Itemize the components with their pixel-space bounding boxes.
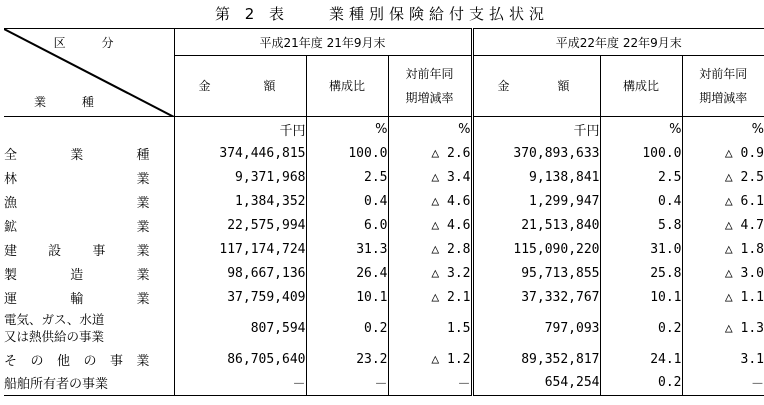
unit-amount-1: 千円 xyxy=(174,117,306,142)
p1-amount-cell: 374,446,815 xyxy=(174,141,306,165)
table-row xyxy=(4,309,764,347)
row-label: 林 業 xyxy=(4,171,150,187)
p1-change-cell: △ 2.1 xyxy=(388,285,472,309)
p2-amount-cell: 1,299,947 xyxy=(472,189,600,213)
p2-amount-cell: 21,513,840 xyxy=(472,213,600,237)
p1-ratio-cell: 10.1 xyxy=(306,285,388,309)
p2-change-cell: △ 1.1 xyxy=(682,285,764,309)
p1-change-cell: － xyxy=(388,371,472,395)
amount-header-1: 金 額 xyxy=(174,56,306,117)
row-label: 全 業 種 xyxy=(4,147,150,163)
p1-amount-cell: 117,174,724 xyxy=(174,237,306,261)
p1-ratio-cell: 6.0 xyxy=(306,213,388,237)
p1-ratio-cell: 23.2 xyxy=(306,347,388,371)
unit-row xyxy=(4,117,764,142)
p1-change-cell: △ 1.2 xyxy=(388,347,472,371)
table-body xyxy=(4,141,764,395)
table-row xyxy=(4,165,764,189)
p2-change-cell: △ 2.5 xyxy=(682,165,764,189)
change-header-1: 対前年同 期増減率 xyxy=(388,56,472,117)
table-row xyxy=(4,285,764,309)
p2-change-cell: △ 4.7 xyxy=(682,213,764,237)
p2-ratio-cell: 100.0 xyxy=(600,141,682,165)
row-label: 建 設 事 業 xyxy=(4,243,150,259)
row-label: そ の 他 の 事 業 xyxy=(4,353,150,369)
p1-change-cell: 1.5 xyxy=(388,309,472,347)
p1-amount-cell: 86,705,640 xyxy=(174,347,306,371)
p1-change-cell: △ 2.6 xyxy=(388,141,472,165)
p2-change-cell: △ 1.3 xyxy=(682,309,764,347)
p1-amount-cell: 22,575,994 xyxy=(174,213,306,237)
kubun-label: 区 分 xyxy=(53,36,130,50)
p1-change-cell: △ 3.4 xyxy=(388,165,472,189)
row-label: 電気、ガス、水道 又は熱供給の事業 xyxy=(4,312,105,344)
p2-amount-cell: 89,352,817 xyxy=(472,347,600,371)
table-row xyxy=(4,347,764,371)
unit-ratio-1: % xyxy=(306,117,388,142)
p1-ratio-cell: 26.4 xyxy=(306,261,388,285)
unit-change-1: % xyxy=(388,117,472,142)
p1-change-cell: △ 2.8 xyxy=(388,237,472,261)
unit-ratio-2: % xyxy=(600,117,682,142)
p1-ratio-cell: 0.2 xyxy=(306,309,388,347)
p2-amount-cell: 95,713,855 xyxy=(472,261,600,285)
p2-change-cell: △ 3.0 xyxy=(682,261,764,285)
p2-change-cell: △ 6.1 xyxy=(682,189,764,213)
p2-ratio-cell: 2.5 xyxy=(600,165,682,189)
p1-ratio-cell: 2.5 xyxy=(306,165,388,189)
p2-amount-cell: 115,090,220 xyxy=(472,237,600,261)
p2-amount-cell: 797,093 xyxy=(472,309,600,347)
row-label: 船舶所有者の事業 xyxy=(4,371,174,395)
insurance-payment-table xyxy=(4,28,764,396)
p2-amount-cell: 9,138,841 xyxy=(472,165,600,189)
p2-ratio-cell: 0.2 xyxy=(600,371,682,395)
p1-amount-cell: 807,594 xyxy=(174,309,306,347)
p2-ratio-cell: 25.8 xyxy=(600,261,682,285)
p1-amount-cell: 1,384,352 xyxy=(174,189,306,213)
p1-change-cell: △ 4.6 xyxy=(388,213,472,237)
ratio-header-2: 構成比 xyxy=(600,56,682,117)
row-label: 運 輸 業 xyxy=(4,291,150,307)
row-label: 漁 業 xyxy=(4,195,150,211)
unit-change-2: % xyxy=(682,117,764,142)
change-header-2: 対前年同 期増減率 xyxy=(682,56,764,117)
p1-ratio-cell: 31.3 xyxy=(306,237,388,261)
amount-header-2: 金 額 xyxy=(472,56,600,117)
p2-ratio-cell: 24.1 xyxy=(600,347,682,371)
p1-change-cell: △ 4.6 xyxy=(388,189,472,213)
p2-ratio-cell: 31.0 xyxy=(600,237,682,261)
p1-change-cell: △ 3.2 xyxy=(388,261,472,285)
p2-amount-cell: 370,893,633 xyxy=(472,141,600,165)
p1-ratio-cell: － xyxy=(306,371,388,395)
p2-amount-cell: 37,332,767 xyxy=(472,285,600,309)
table-title: 第 2 表 業種別保険給付支払状況 xyxy=(214,5,550,23)
row-label: 鉱 業 xyxy=(4,219,150,235)
kubun-header-cell xyxy=(4,29,174,117)
p1-ratio-cell: 100.0 xyxy=(306,141,388,165)
p2-ratio-cell: 5.8 xyxy=(600,213,682,237)
table-row xyxy=(4,189,764,213)
p2-amount-cell: 654,254 xyxy=(472,371,600,395)
p2-change-cell: － xyxy=(682,371,764,395)
p2-ratio-cell: 10.1 xyxy=(600,285,682,309)
table-row xyxy=(4,141,764,165)
p2-change-cell: 3.1 xyxy=(682,347,764,371)
period-1-header: 平成21年度 21年9月末 xyxy=(174,29,472,56)
p2-ratio-cell: 0.2 xyxy=(600,309,682,347)
p1-amount-cell: 9,371,968 xyxy=(174,165,306,189)
p1-amount-cell: 98,667,136 xyxy=(174,261,306,285)
p1-amount-cell: 37,759,409 xyxy=(174,285,306,309)
unit-amount-2: 千円 xyxy=(472,117,600,142)
p2-ratio-cell: 0.4 xyxy=(600,189,682,213)
ratio-header-1: 構成比 xyxy=(306,56,388,117)
table-row xyxy=(4,213,764,237)
gyoshu-label: 業 種 xyxy=(34,95,110,109)
p2-change-cell: △ 0.9 xyxy=(682,141,764,165)
p2-change-cell: △ 1.8 xyxy=(682,237,764,261)
row-label: 製 造 業 xyxy=(4,267,150,283)
table-row xyxy=(4,237,764,261)
p1-ratio-cell: 0.4 xyxy=(306,189,388,213)
table-row xyxy=(4,261,764,285)
table-row xyxy=(4,371,764,395)
p1-amount-cell: － xyxy=(174,371,306,395)
period-2-header: 平成22年度 22年9月末 xyxy=(472,29,764,56)
